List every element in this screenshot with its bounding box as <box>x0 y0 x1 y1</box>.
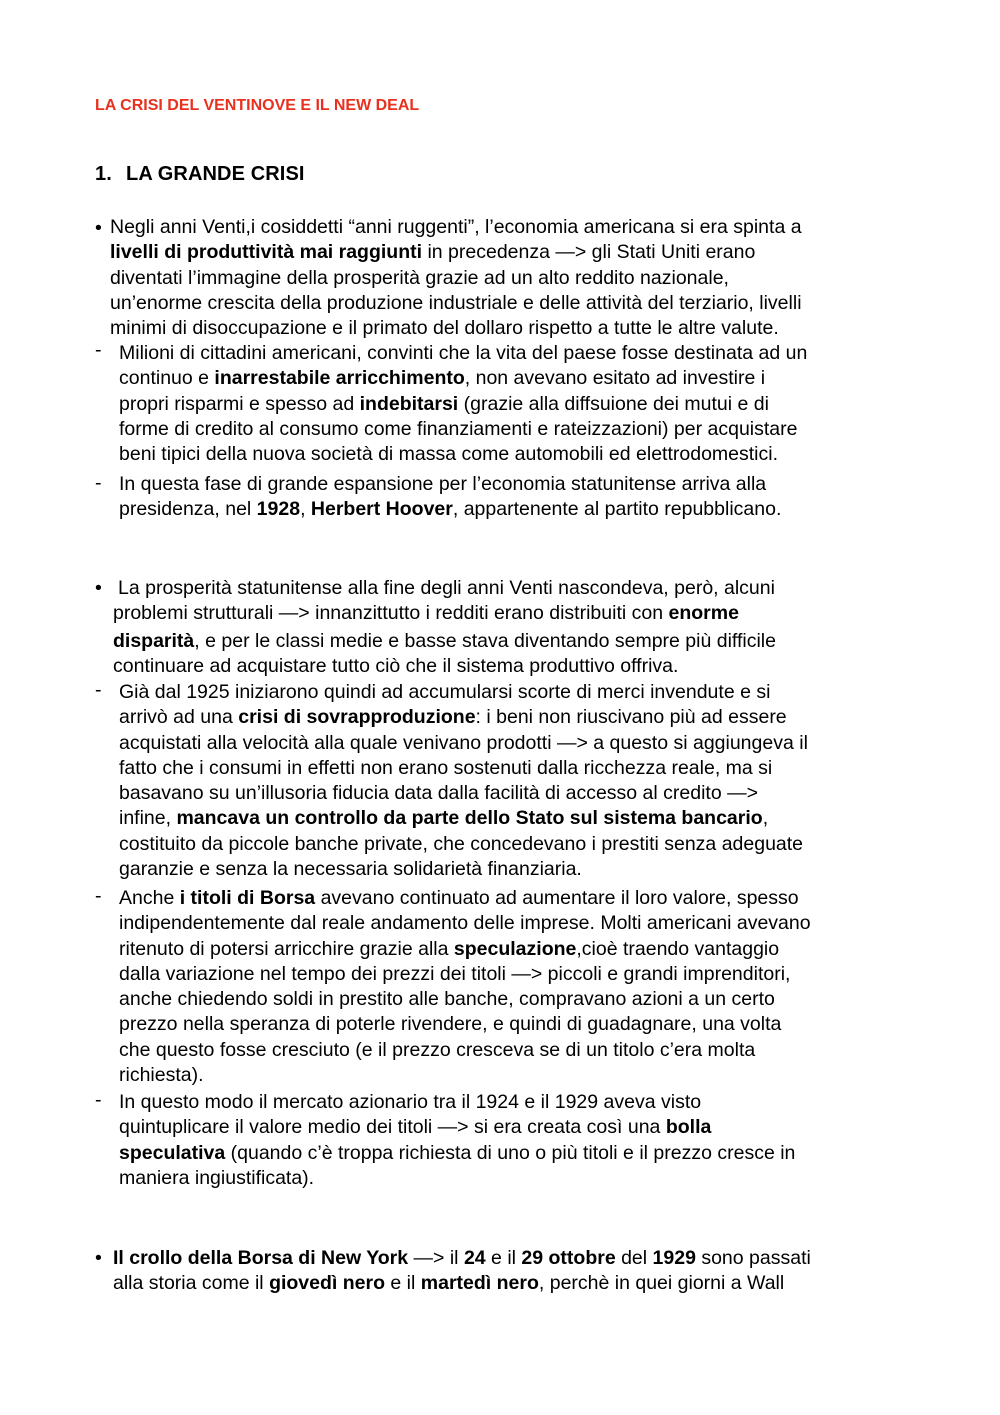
bold-term: disparità <box>113 629 195 652</box>
text-line: quintuplicare il valore medio dei titoli —> si era creata così una bolla <box>119 1116 712 1139</box>
section-heading <box>95 163 305 186</box>
bold-term: crisi di sovrapproduzione <box>238 706 476 729</box>
text-line: In questa fase di grande espansione per l’economia statunitense arriva alla <box>119 473 767 495</box>
text-line: anche chiedendo soldi in prestito alle banche, compravano azioni a un certo <box>119 988 775 1011</box>
text-line: arrivò ad una crisi di sovrapproduzione: i beni non riuscivano più ad essere <box>119 706 787 729</box>
text-line: livelli di produttività mai raggiunti in precedenza —> gli Stati Uniti erano <box>110 241 756 264</box>
text-line: disparità, e per le classi medie e basse stava diventando sempre più difficile <box>113 629 776 652</box>
text-line: richiesta). <box>119 1064 204 1087</box>
bullet-marker: • <box>95 217 102 239</box>
bullet-paragraph-structural-problems <box>113 576 776 679</box>
bullet-paragraph-prosperity <box>110 215 802 341</box>
text-line: beni tipici della nuova società di massa come automobili ed elettrodomestici. <box>119 443 779 466</box>
dash-marker: - <box>95 885 102 907</box>
text-line: maniera ingiustificata). <box>119 1166 315 1189</box>
text-line: problemi strutturali —> innanzittutto i redditi erano distribuiti con enorme <box>113 602 739 625</box>
bold-term: giovedì nero <box>269 1272 385 1295</box>
text-line: diventati l’immagine della prosperità grazie ad un alto reddito nazionale, <box>110 266 729 289</box>
text-line: minimi di disoccupazione e il primato del dollaro rispetto a tutte le altre valute. <box>110 317 779 340</box>
dash-marker: - <box>95 472 102 494</box>
bold-term: 1928 <box>256 498 301 521</box>
dash-paragraph-overproduction <box>119 680 808 882</box>
text-line: Già dal 1925 iniziarono quindi ad accumularsi scorte di merci invendute e si <box>119 681 771 703</box>
text-line: Anche i titoli di Borsa avevano continuato ad aumentare il loro valore, spesso <box>119 887 799 909</box>
dash-paragraph-bubble <box>119 1090 795 1191</box>
bullet-paragraph-crash <box>113 1246 811 1297</box>
text-line: speculativa (quando c’è troppa richiesta di uno o più titoli e il prezzo cresce in <box>119 1141 796 1164</box>
text-line: che questo fosse cresciuto (e il prezzo cresceva se di un titolo c’era molta <box>119 1038 756 1061</box>
bold-term: inarrestabile arricchimento <box>214 367 465 390</box>
bold-term: livelli di produttività mai raggiunti <box>110 241 423 264</box>
text-line: un’enorme crescita della produzione industriale e delle attività del terziario, livelli <box>110 291 802 314</box>
bold-term: Herbert Hoover <box>310 498 453 521</box>
dash-marker: - <box>95 339 102 361</box>
dash-paragraph-citizens <box>119 341 807 467</box>
text-line: Negli anni Venti,i cosiddetti “anni ruggenti”, l’economia americana si era spinta a <box>110 216 802 238</box>
bold-term: Il crollo della Borsa di New York <box>113 1247 409 1269</box>
dash-paragraph-speculation <box>119 886 811 1088</box>
text-line: presidenza, nel 1928, Herbert Hoover, appartenente al partito repubblicano. <box>119 498 782 521</box>
dash-marker: - <box>95 1089 102 1111</box>
document-title: LA CRISI DEL VENTINOVE E IL NEW DEAL <box>95 97 420 114</box>
bold-term: enorme <box>668 602 739 625</box>
bold-term: 1929 <box>652 1247 696 1269</box>
text-line: indipendentemente dal reale andamento delle imprese. Molti americani avevano <box>119 912 811 935</box>
bullet-marker: • <box>95 577 102 599</box>
text-line: alla storia come il giovedì nero e il martedì nero, perchè in quei giorni a Wall <box>113 1272 785 1295</box>
bold-term: speculativa <box>119 1141 226 1164</box>
text-line: forme di credito al consumo come finanziamenti e rateizzazioni) per acquistare <box>119 417 798 440</box>
text-line: prezzo nella speranza di poterle rivendere, e quindi di guadagnare, una volta <box>119 1013 782 1036</box>
text-line: Il crollo della Borsa di New York —> il 24 e il 29 ottobre del 1929 sono passati <box>113 1247 811 1269</box>
text-line: dalla variazione nel tempo dei prezzi dei titoli —> piccoli e grandi imprenditori, <box>119 962 791 985</box>
bold-term: 29 ottobre <box>521 1247 616 1269</box>
text-line: continuare ad acquistare tutto ciò che il sistema produttivo offriva. <box>113 654 679 677</box>
dash-paragraph-hoover <box>119 472 781 523</box>
bold-term: 24 <box>463 1247 486 1269</box>
text-line: Milioni di cittadini americani, convinti che la vita del paese fosse destinata ad un <box>119 342 808 364</box>
bold-term: speculazione <box>453 937 577 960</box>
bullet-marker: • <box>95 1247 102 1269</box>
section-title: LA GRANDE CRISI <box>126 163 305 185</box>
bold-term: mancava un controllo da parte dello Stato sul sistema bancario <box>176 807 763 830</box>
text-line: La prosperità statunitense alla fine degli anni Venti nascondeva, però, alcuni <box>118 577 775 599</box>
text-line: basavano su un’illusoria fiducia data dalla facilità di accesso al credito —> <box>119 782 758 805</box>
bold-term: bolla <box>665 1116 712 1139</box>
dash-marker: - <box>95 679 102 701</box>
text-line: garanzie e senza la necessaria solidarietà finanziaria. <box>119 858 582 881</box>
bold-term: indebitarsi <box>359 392 459 415</box>
text-line: ritenuto di potersi arricchire grazie alla speculazione,cioè traendo vantaggio <box>119 937 780 960</box>
bold-term: martedì nero <box>420 1272 539 1295</box>
text-line: fatto che i consumi in effetti non erano sostenuti dalla ricchezza reale, ma si <box>119 756 773 779</box>
text-line: propri risparmi e spesso ad indebitarsi (grazie alla diffsuione dei mutui e di <box>119 392 769 415</box>
text-line: acquistati alla velocità alla quale venivano prodotti —> a questo si aggiungeva il <box>119 731 808 754</box>
text-line: infine, mancava un controllo da parte dello Stato sul sistema bancario, <box>119 807 769 830</box>
section-number: 1. <box>95 163 112 185</box>
text-line: continuo e inarrestabile arricchimento, non avevano esitato ad investire i <box>119 367 766 390</box>
text-line: costituito da piccole banche private, che concedevano i prestiti senza adeguate <box>119 832 804 855</box>
text-line: In questo modo il mercato azionario tra il 1924 e il 1929 aveva visto <box>119 1091 702 1113</box>
bold-term: i titoli di Borsa <box>179 887 316 909</box>
